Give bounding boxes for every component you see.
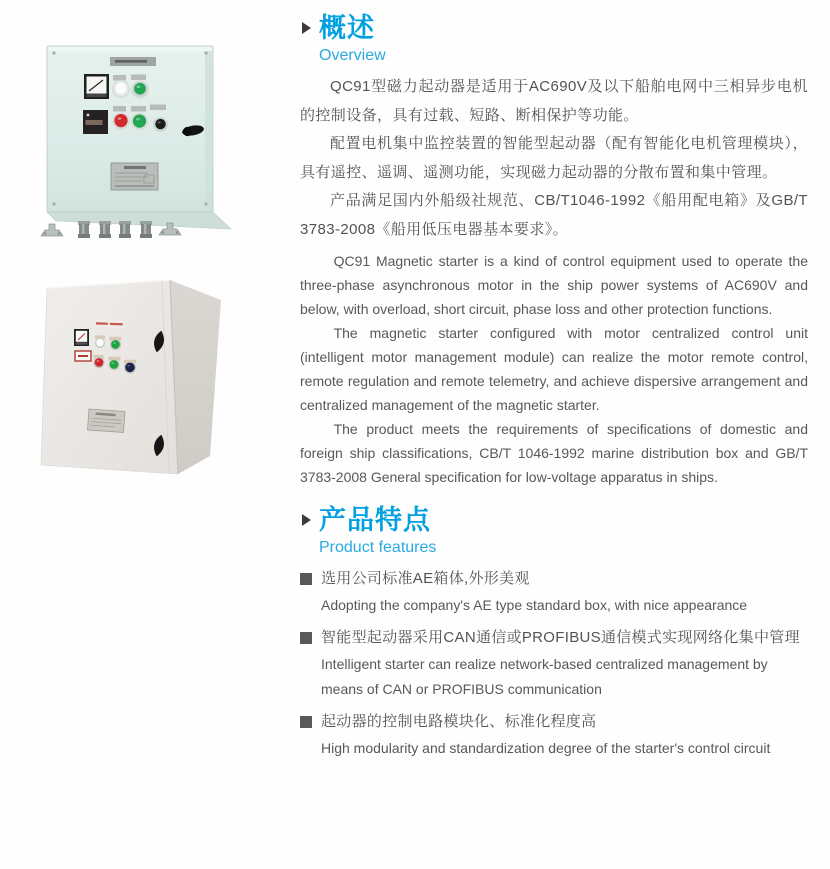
overview-title-en: Overview <box>319 47 386 64</box>
product-photo-front-view <box>40 40 240 248</box>
control-box-front-illustration <box>40 40 240 248</box>
nameplate <box>111 163 158 190</box>
push-button-red <box>94 357 105 368</box>
push-button-white <box>95 338 105 348</box>
feature-text-zh: 起动器的控制电路模块化、标准化程度高 <box>321 713 597 730</box>
section-marker-icon <box>302 22 311 34</box>
section-overview <box>300 12 808 489</box>
button-label-chip <box>150 105 166 111</box>
top-label-strip <box>110 57 156 66</box>
overview-title-zh: 概述 <box>319 13 375 43</box>
feature-line-zh <box>300 708 808 736</box>
features-list <box>300 565 808 761</box>
features-title-zh: 产品特点 <box>319 505 431 535</box>
cabinet-side-face <box>170 280 221 474</box>
feature-bullet-icon <box>300 632 312 644</box>
feature-line-zh <box>300 624 808 652</box>
feature-text-en: Intelligent starter can realize network-based centralized management by means of CAN or PROFIBUS communication <box>321 656 768 697</box>
top-label-strip <box>94 320 125 328</box>
push-button-green <box>131 113 148 130</box>
cabinet-bottom-face <box>47 212 231 229</box>
button-label-chip <box>131 75 146 81</box>
push-button-navy <box>124 362 136 374</box>
feature-line-zh <box>300 565 808 593</box>
feature-bullet-icon <box>300 716 312 728</box>
analog-meter <box>74 329 89 346</box>
overview-paragraph-en-3: The product meets the requirements of specifications of domestic and foreign ship classifications, CB/T 1046-1992 marine distribution box and GB/T 3783-2008 General specification for low-voltage apparatus in ships. <box>300 421 808 485</box>
overview-paragraph-en-1: QC91 Magnetic starter is a kind of control equipment used to operate the three-phase asynchronous motor in the ship power systems of AC690V and below, with overload, short circuit, phase loss and other protection functions. <box>300 253 808 317</box>
control-cabinet-perspective-illustration <box>38 272 253 484</box>
push-button-green <box>109 359 120 370</box>
product-photo-perspective-view <box>38 272 253 484</box>
button-label-chip <box>113 75 126 81</box>
indicator-label <box>75 351 91 361</box>
analog-meter <box>84 74 109 99</box>
feature-item <box>300 624 808 702</box>
circuit-breaker <box>83 110 108 134</box>
features-title-en: Product features <box>319 539 437 556</box>
overview-paragraph-zh-2: 配置电机集中监控装置的智能型起动器（配有智能化电机管理模块），具有遥控、遥调、遥测功能，实现磁力起动器的分散布置和集中管理。 <box>300 135 808 181</box>
push-button-green <box>131 81 149 99</box>
nameplate <box>88 409 125 432</box>
mounting-bracket <box>41 224 63 236</box>
push-button-red <box>112 112 129 129</box>
feature-text-zh: 智能型起动器采用CAN通信或PROFIBUS通信模式实现网络化集中管理 <box>321 629 800 646</box>
overview-english-block <box>300 249 808 489</box>
feature-bullet-icon <box>300 573 312 585</box>
overview-paragraph-en-2: The magnetic starter configured with motor centralized control unit (intelligent motor management module) can realize the motor remote control, remote regulation and remote telemetry, and achieve dispersive arrangement and centralized management of the magnetic starter. <box>300 325 808 413</box>
section-marker-icon <box>302 514 311 526</box>
content-column <box>300 12 808 767</box>
button-label-chip <box>131 106 146 112</box>
button-label-chip <box>113 106 126 112</box>
feature-item <box>300 708 808 761</box>
features-header <box>300 504 808 558</box>
feature-text-zh: 选用公司标准AE箱体,外形美观 <box>321 570 530 587</box>
feature-text-en: High modularity and standardization degree of the starter's control circuit <box>321 740 771 756</box>
push-button-white <box>112 80 130 98</box>
feature-item <box>300 565 808 618</box>
push-button-green <box>110 339 121 350</box>
section-product-features <box>300 504 808 761</box>
overview-paragraph-zh-3: 产品满足国内外船级社规范、CB/T1046-1992《船用配电箱》及GB/T 3783-2008《船用低压电器基本要求》。 <box>300 192 808 238</box>
push-button-black <box>153 117 168 132</box>
overview-paragraph-zh-1: QC91型磁力起动器是适用于AC690V及以下船舶电网中三相异步电机的控制设备，具有过载、短路、断相保护等功能。 <box>300 78 808 124</box>
overview-header <box>300 12 808 66</box>
feature-text-en: Adopting the company's AE type standard box, with nice appearance <box>321 597 748 613</box>
